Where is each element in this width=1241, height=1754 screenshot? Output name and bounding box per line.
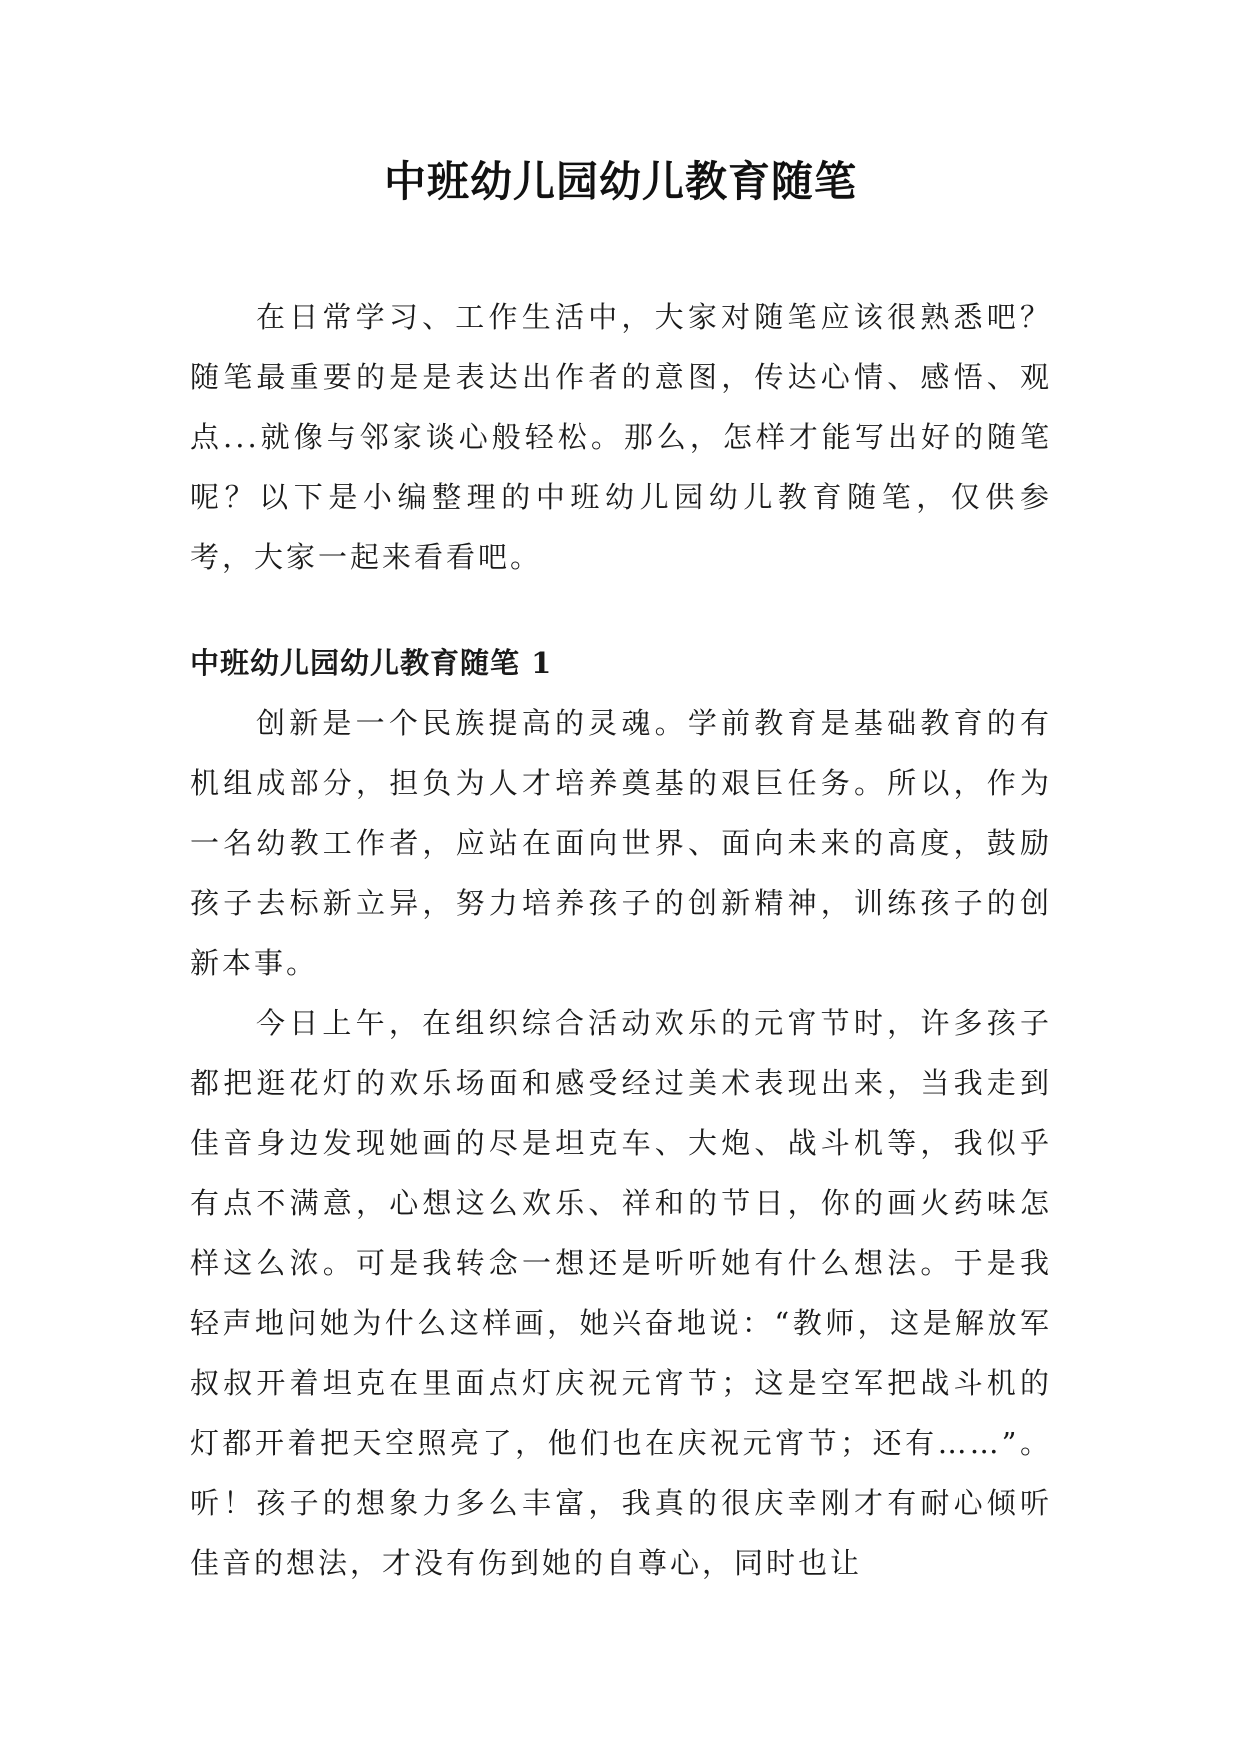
body-paragraph-1: 创新是一个民族提高的灵魂。学前教育是基础教育的有机组成部分，担负为人才培养奠基的艰巨任务。所以，作为一名幼教工作者，应站在面向世界、面向未来的高度，鼓励孩子去标新立异，努力培养孩子的创新精神，训练孩子的创新本事。 bbox=[190, 706, 1052, 980]
document-title: 中班幼儿园幼儿教育随笔 bbox=[383, 157, 857, 206]
intro-paragraph: 在日常学习、工作生活中，大家对随笔应该很熟悉吧？随笔最重要的是是表达出作者的意图，传达心情、感悟、观点...就像与邻家谈心般轻松。那么，怎样才能写出好的随笔呢？以下是小编整理的中班幼儿园幼儿教育随笔，仅供参考，大家一起来看看吧。 bbox=[190, 300, 1052, 574]
section-heading: 中班幼儿园幼儿教育随笔 1 bbox=[190, 646, 553, 680]
body-paragraph-2: 今日上午，在组织综合活动欢乐的元宵节时，许多孩子都把逛花灯的欢乐场面和感受经过美术表现出来，当我走到佳音身边发现她画的尽是坦克车、大炮、战斗机等，我似乎有点不满意，心想这么欢乐、祥和的节日，你的画火药味怎样这么浓。可是我转念一想还是听听她有什么想法。于是我轻声地问她为什么这样画，她兴奋地说：“教师，这是解放军叔叔开着坦克在里面点灯庆祝元宵节；这是空军把战斗机的灯都开着把天空照亮了，他们也在庆祝元宵节；还有……”。听！孩子的想象力多么丰富，我真的很庆幸刚才有耐心倾听佳音的想法，才没有伤到她的自尊心，同时也让 bbox=[190, 1006, 1052, 1580]
